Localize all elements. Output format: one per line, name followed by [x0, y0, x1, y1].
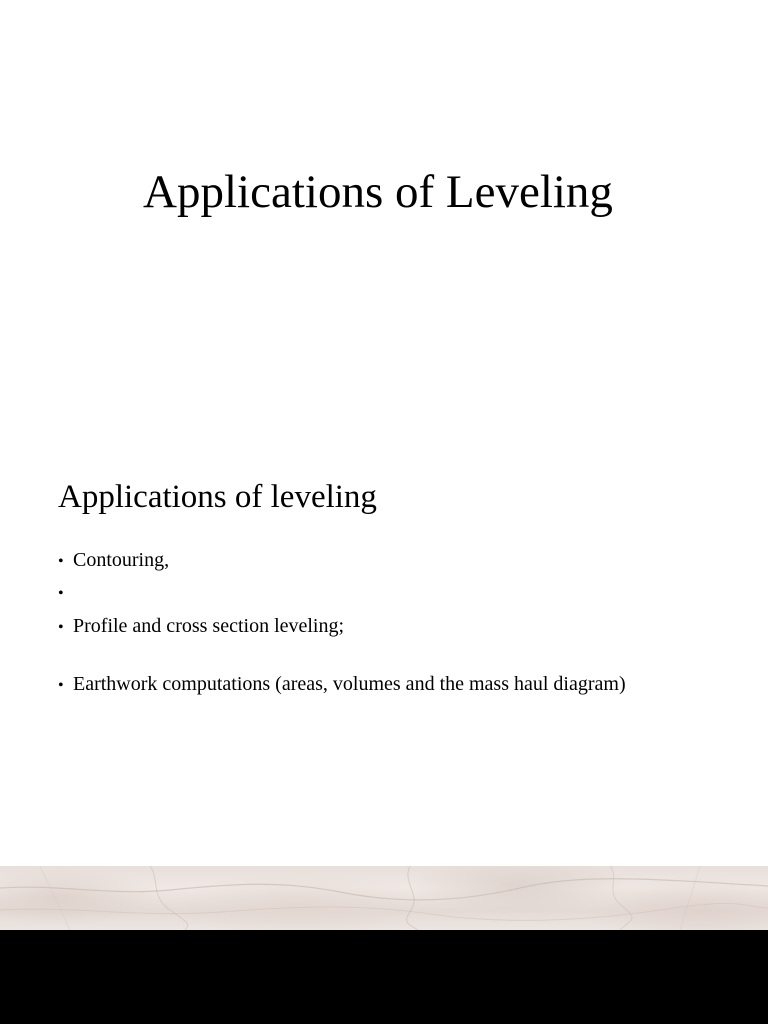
marble-footer-band	[0, 866, 768, 930]
bullet-item	[58, 582, 758, 606]
bottom-black-bar	[0, 930, 768, 1024]
bullet-text: Earthwork computations (areas, volumes and the mass haul diagram)	[73, 673, 626, 695]
bullet-list	[58, 548, 758, 698]
bullet-dot-icon: •	[58, 553, 64, 570]
bullet-dot-icon: •	[58, 619, 64, 636]
marble-veins	[0, 866, 768, 930]
bullet-item	[58, 614, 758, 640]
bullet-item	[58, 672, 758, 698]
bullet-text: Contouring,	[73, 549, 170, 571]
content-heading: Applications of leveling	[58, 479, 377, 515]
bullet-dot-icon: •	[58, 585, 64, 602]
bullet-item	[58, 548, 758, 574]
slide-title: Applications of Leveling	[143, 166, 613, 218]
bullet-text: Profile and cross section leveling;	[73, 615, 345, 637]
bullet-dot-icon: •	[58, 677, 64, 694]
